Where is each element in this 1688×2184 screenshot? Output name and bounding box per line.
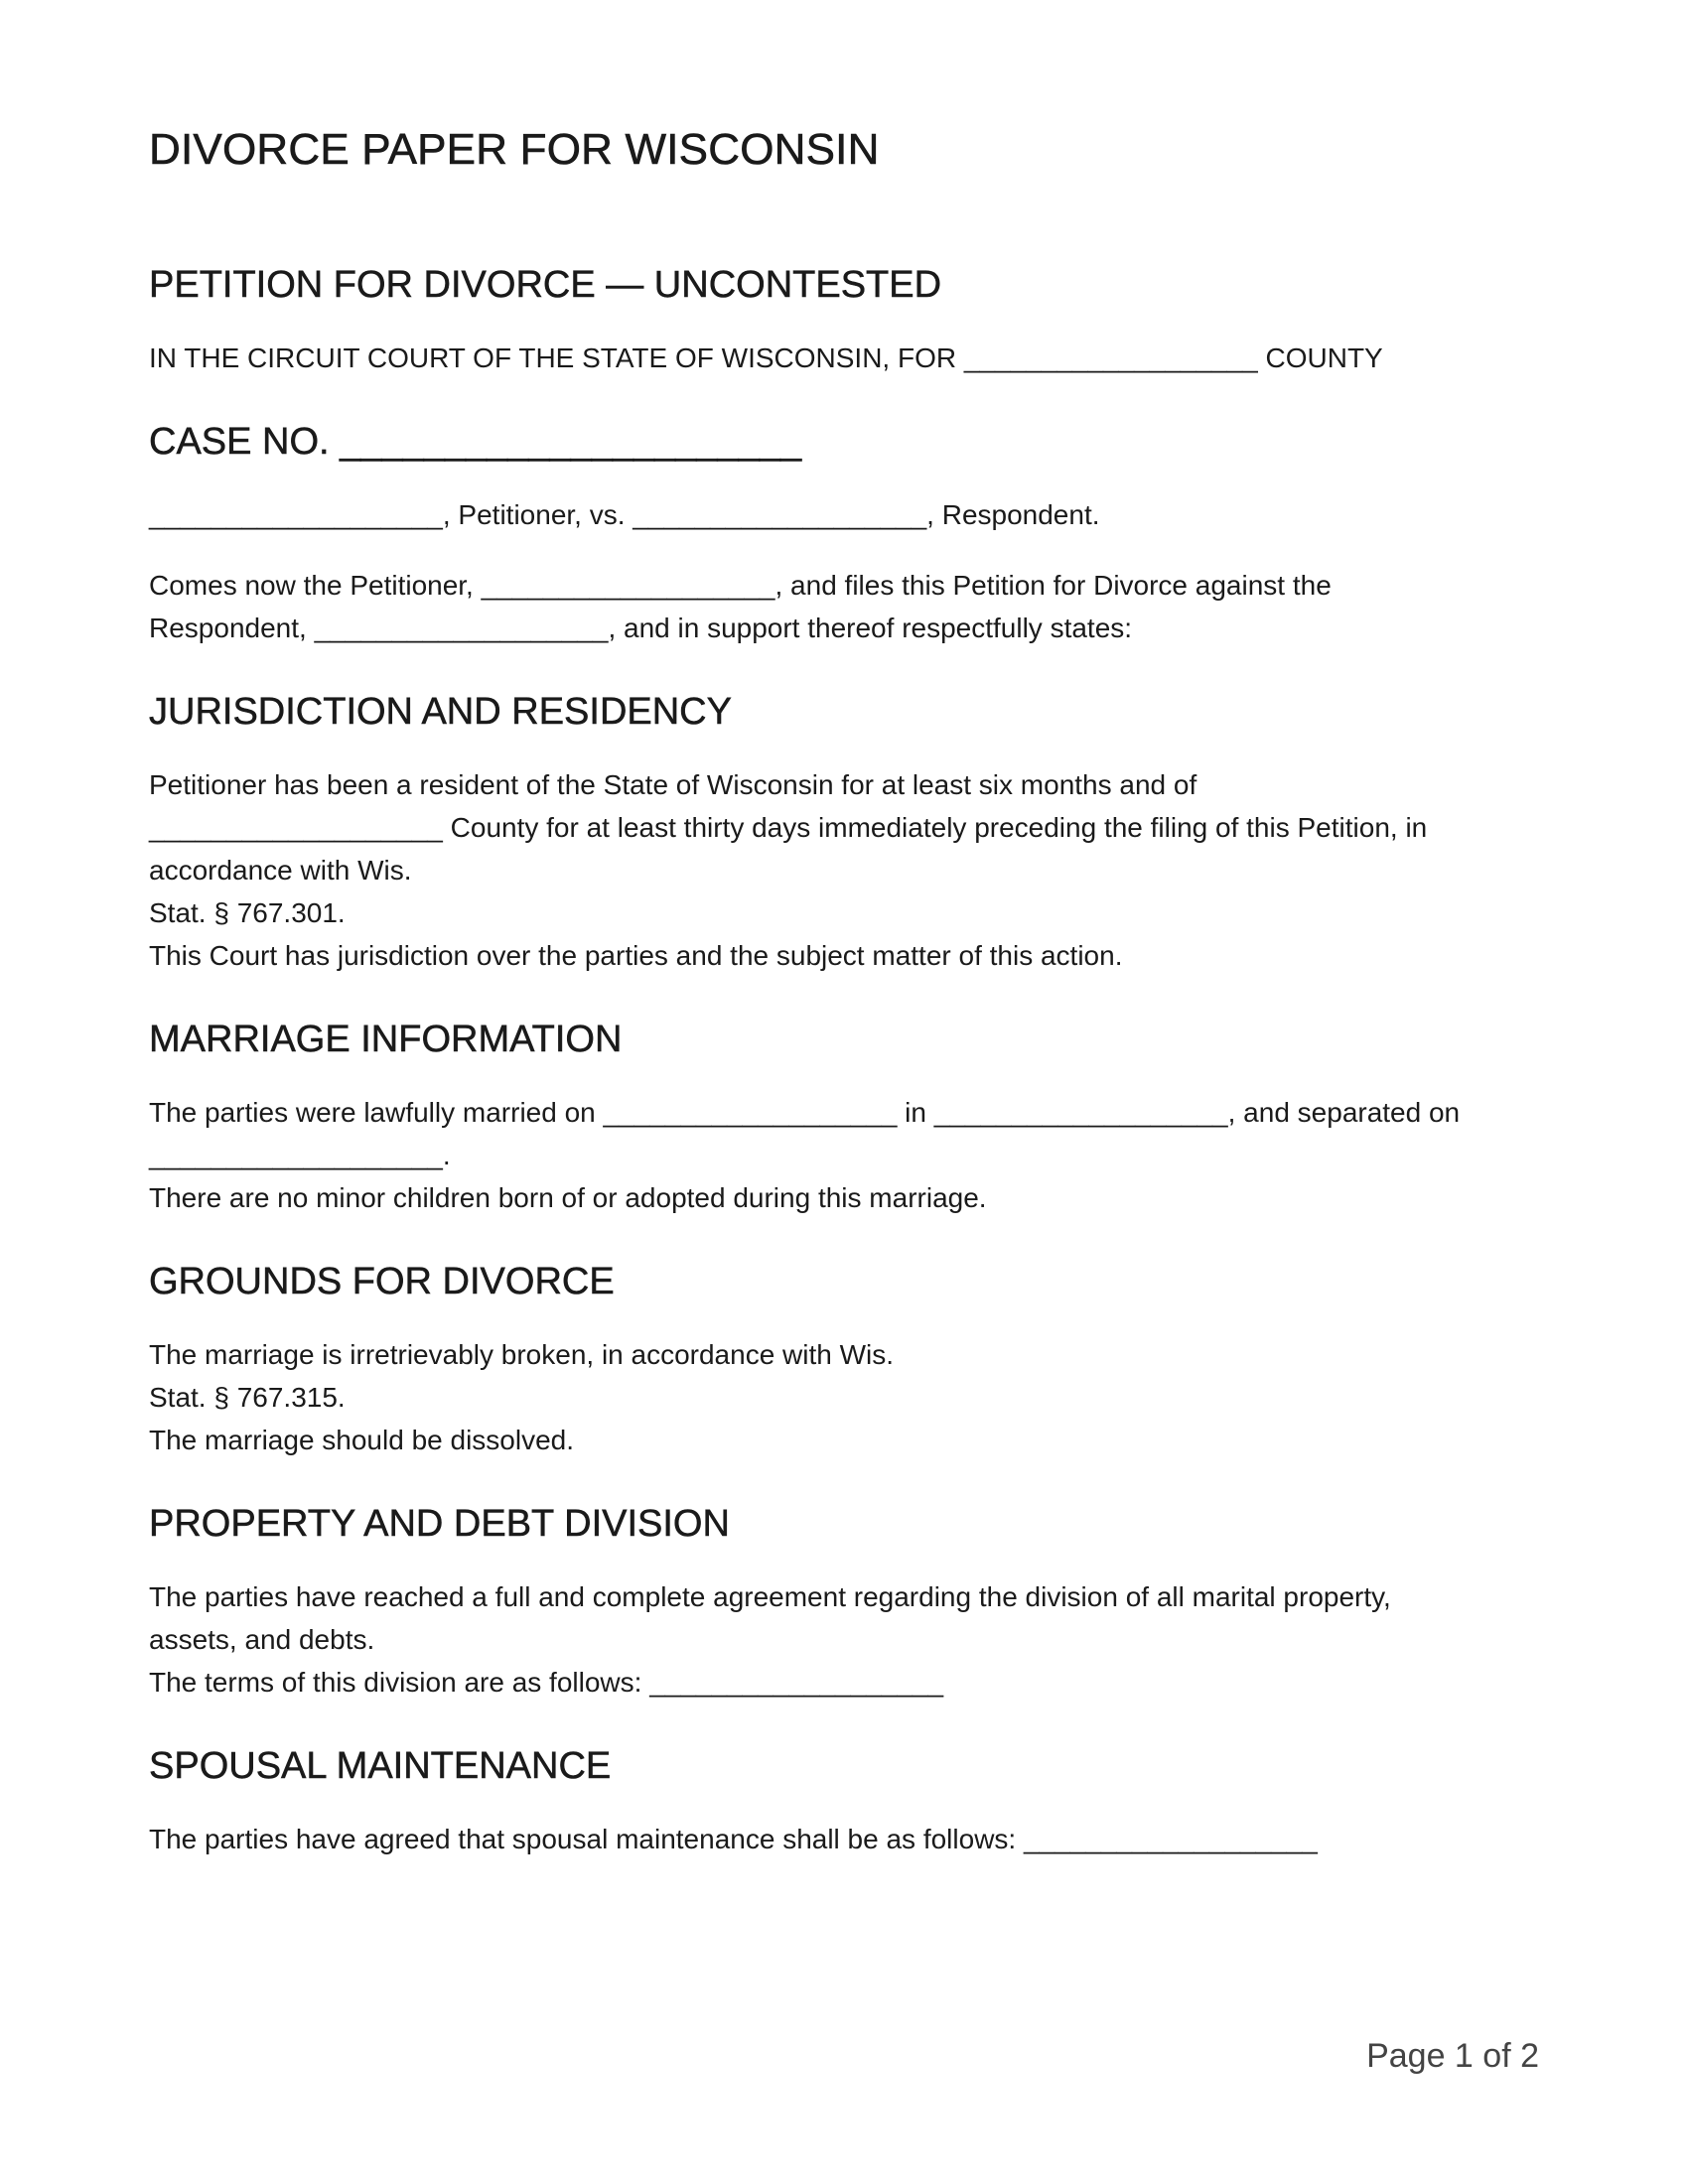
section-heading-maintenance: SPOUSAL MAINTENANCE [149,1745,612,1787]
section-body-maintenance [149,1818,1539,1860]
court-line: IN THE CIRCUIT COURT OF THE STATE OF WISCONSIN, FOR ___________________ COUNTY [149,342,1383,373]
section-body-property [149,1575,1539,1704]
document-page [149,125,1539,1902]
body-line: The parties have agreed that spousal maintenance shall be as follows: ___________________ [149,1824,1318,1854]
body-line: The parties have reached a full and complete agreement regarding the division of all marital property, [149,1581,1391,1612]
section-body-jurisdiction [149,763,1539,977]
body-line: There are no minor children born of or adopted during this marriage. [149,1182,987,1213]
body-line: ___________________. [149,1140,451,1170]
section-heading-property: PROPERTY AND DEBT DIVISION [149,1503,730,1545]
intro-paragraph [149,564,1539,649]
body-line: ___________________ County for at least thirty days immediately preceding the filing of this Petition, in [149,812,1428,843]
page-number: Page 1 of 2 [1366,2037,1539,2075]
section-body-grounds [149,1333,1539,1461]
body-line: The parties were lawfully married on ___________________ in ___________________, and separated on [149,1097,1461,1128]
body-line: Stat. § 767.301. [149,897,346,928]
body-line: accordance with Wis. [149,855,412,886]
section-heading-grounds: GROUNDS FOR DIVORCE [149,1261,615,1302]
body-line: The marriage is irretrievably broken, in accordance with Wis. [149,1339,895,1370]
body-line: Stat. § 767.315. [149,1382,346,1413]
body-line: This Court has jurisdiction over the parties and the subject matter of this action. [149,940,1123,971]
body-line: assets, and debts. [149,1624,375,1655]
intro-line: Respondent, ___________________, and in support thereof respectfully states: [149,613,1133,643]
section-body-marriage [149,1091,1539,1219]
intro-line: Comes now the Petitioner, ___________________, and files this Petition for Divorce against the [149,570,1332,601]
body-line: The terms of this division are as follows: ___________________ [149,1667,944,1698]
parties-line: ___________________, Petitioner, vs. ___________________, Respondent. [149,499,1100,530]
case-number: CASE NO. ______________________ [149,421,802,463]
section-heading-jurisdiction: JURISDICTION AND RESIDENCY [149,691,732,733]
document-title: DIVORCE PAPER FOR WISCONSIN [149,125,880,174]
court-line-block [149,337,1539,379]
body-line: Petitioner has been a resident of the State of Wisconsin for at least six months and of [149,769,1197,800]
body-line: The marriage should be dissolved. [149,1425,575,1455]
parties-block [149,493,1539,536]
petition-heading: PETITION FOR DIVORCE — UNCONTESTED [149,264,942,306]
section-heading-marriage: MARRIAGE INFORMATION [149,1019,623,1060]
